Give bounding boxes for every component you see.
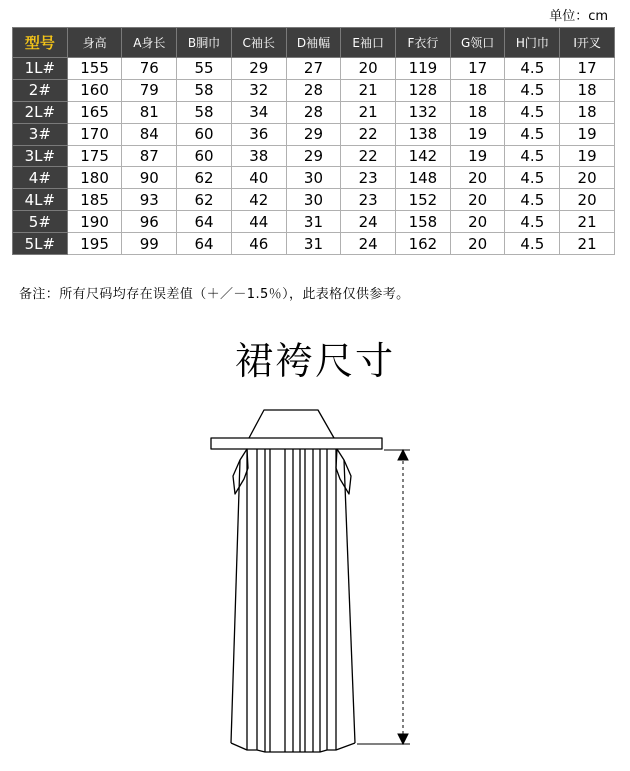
cell-a: 96 [122,211,177,233]
table-row [13,79,615,101]
table-row [13,233,615,255]
cell-height: 185 [67,189,122,211]
header-g: G领口 [450,28,505,58]
hakama-left-edge [231,460,240,743]
cell-model: 1L# [13,58,68,80]
cell-i: 21 [560,211,615,233]
arrow-up-icon [398,450,408,460]
cell-c: 40 [231,167,286,189]
diagram-title: 裙袴尺寸 [234,339,395,383]
cell-a: 79 [122,79,177,101]
cell-h: 4.5 [505,167,560,189]
cell-h: 4.5 [505,123,560,145]
cell-height: 165 [67,101,122,123]
hakama-diagram [0,400,630,771]
cell-model: 2# [13,79,68,101]
cell-f: 138 [396,123,451,145]
hakama-waistband [211,438,382,449]
cell-f: 148 [396,167,451,189]
cell-g: 20 [450,189,505,211]
hakama-back-tab [249,410,334,438]
cell-g: 20 [450,167,505,189]
cell-a: 76 [122,58,177,80]
cell-e: 21 [341,101,396,123]
header-e: E袖口 [341,28,396,58]
header-i: I开叉 [560,28,615,58]
cell-e: 22 [341,145,396,167]
cell-d: 27 [286,58,341,80]
cell-f: 132 [396,101,451,123]
cell-b: 55 [177,58,232,80]
cell-d: 29 [286,123,341,145]
cell-g: 18 [450,101,505,123]
cell-model: 2L# [13,101,68,123]
header-f: F衣行 [396,28,451,58]
cell-e: 23 [341,189,396,211]
cell-i: 18 [560,101,615,123]
cell-c: 32 [231,79,286,101]
hakama-right-slit [336,449,351,494]
cell-b: 62 [177,167,232,189]
cell-g: 20 [450,233,505,255]
table-body [13,58,615,255]
cell-h: 4.5 [505,145,560,167]
cell-height: 160 [67,79,122,101]
cell-height: 180 [67,167,122,189]
cell-h: 4.5 [505,58,560,80]
hakama-right-edge [344,460,355,743]
cell-h: 4.5 [505,79,560,101]
cell-height: 155 [67,58,122,80]
cell-c: 42 [231,189,286,211]
cell-i: 19 [560,145,615,167]
cell-e: 20 [341,58,396,80]
cell-c: 29 [231,58,286,80]
cell-a: 81 [122,101,177,123]
cell-b: 64 [177,233,232,255]
table-row [13,123,615,145]
table-row [13,189,615,211]
cell-d: 28 [286,79,341,101]
disclaimer-note: 备注：所有尺码均存在误差值（＋／－1.5％），此表格仅供参考。 [19,287,410,302]
cell-e: 23 [341,167,396,189]
header-d: D袖幅 [286,28,341,58]
cell-f: 119 [396,58,451,80]
cell-b: 60 [177,145,232,167]
length-dimension [357,450,410,744]
cell-d: 29 [286,145,341,167]
cell-d: 28 [286,101,341,123]
cell-model: 5L# [13,233,68,255]
cell-model: 3# [13,123,68,145]
cell-i: 20 [560,189,615,211]
cell-b: 58 [177,79,232,101]
cell-d: 30 [286,189,341,211]
cell-model: 5# [13,211,68,233]
cell-c: 36 [231,123,286,145]
cell-g: 18 [450,79,505,101]
cell-h: 4.5 [505,101,560,123]
cell-g: 19 [450,145,505,167]
cell-c: 46 [231,233,286,255]
cell-i: 18 [560,79,615,101]
table-row [13,101,615,123]
cell-d: 31 [286,211,341,233]
cell-b: 60 [177,123,232,145]
cell-e: 21 [341,79,396,101]
cell-h: 4.5 [505,189,560,211]
cell-c: 34 [231,101,286,123]
header-b: B胴巾 [177,28,232,58]
cell-g: 20 [450,211,505,233]
cell-f: 128 [396,79,451,101]
table-row [13,58,615,80]
cell-a: 87 [122,145,177,167]
cell-a: 99 [122,233,177,255]
table-row [13,145,615,167]
hakama-left-slit [233,449,248,494]
table-row [13,167,615,189]
cell-a: 90 [122,167,177,189]
cell-f: 142 [396,145,451,167]
cell-f: 158 [396,211,451,233]
cell-i: 19 [560,123,615,145]
cell-e: 22 [341,123,396,145]
header-a: A身长 [122,28,177,58]
cell-height: 175 [67,145,122,167]
header-c: C袖长 [231,28,286,58]
cell-g: 19 [450,123,505,145]
cell-h: 4.5 [505,211,560,233]
cell-i: 21 [560,233,615,255]
cell-f: 152 [396,189,451,211]
cell-g: 17 [450,58,505,80]
cell-model: 3L# [13,145,68,167]
header-height: 身高 [67,28,122,58]
cell-a: 93 [122,189,177,211]
cell-i: 17 [560,58,615,80]
cell-b: 58 [177,101,232,123]
size-table [12,27,615,255]
table-header-row [13,28,615,58]
cell-e: 24 [341,233,396,255]
cell-height: 170 [67,123,122,145]
header-h: H门巾 [505,28,560,58]
hakama-pleats [247,449,336,752]
cell-a: 84 [122,123,177,145]
arrow-down-icon [398,734,408,744]
cell-b: 64 [177,211,232,233]
cell-model: 4L# [13,189,68,211]
cell-c: 38 [231,145,286,167]
cell-i: 20 [560,167,615,189]
cell-e: 24 [341,211,396,233]
cell-d: 31 [286,233,341,255]
cell-height: 195 [67,233,122,255]
table-row [13,211,615,233]
cell-model: 4# [13,167,68,189]
cell-d: 30 [286,167,341,189]
cell-h: 4.5 [505,233,560,255]
header-model: 型号 [13,28,68,58]
cell-height: 190 [67,211,122,233]
cell-c: 44 [231,211,286,233]
cell-b: 62 [177,189,232,211]
unit-label: 单位：cm [549,9,608,24]
cell-f: 162 [396,233,451,255]
